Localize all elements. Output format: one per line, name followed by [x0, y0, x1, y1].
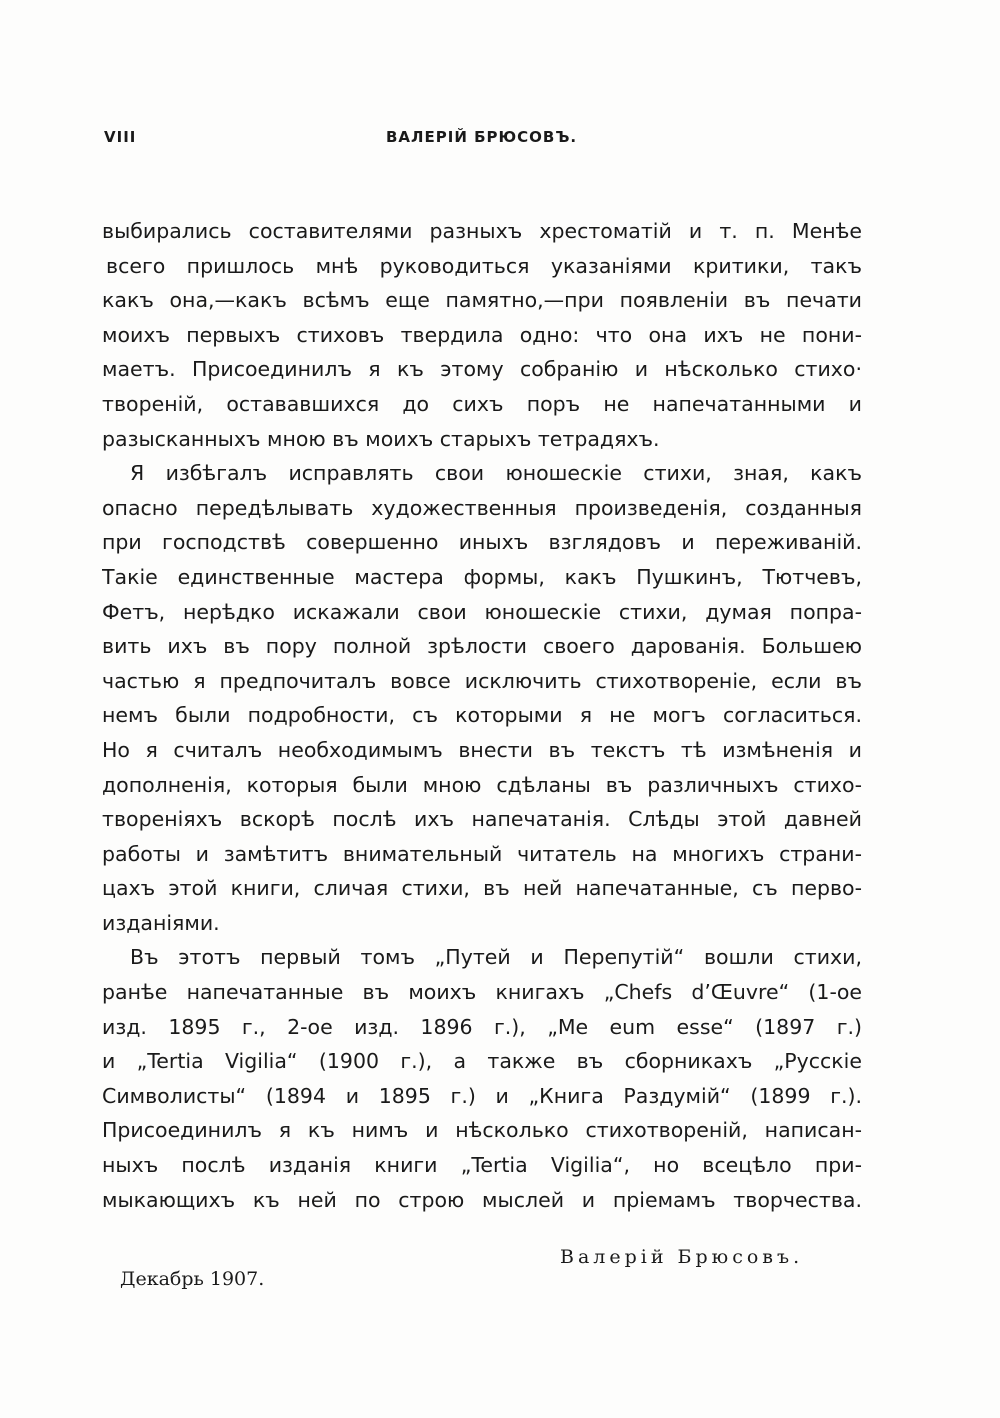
- text-line: дополненія, которыя были мною сдѣланы въ различныхъ стихо-: [102, 772, 862, 797]
- text-line: Присоединилъ я къ нимъ и нѣсколько стихотвореній, написан-: [102, 1118, 862, 1143]
- text-line: изданіями.: [102, 910, 220, 935]
- text-line: Символисты“ (1894 и 1895 г.) и „Книга Раздумій“ (1899 г.).: [102, 1083, 862, 1108]
- text-line: всего пришлось мнѣ руководиться указаніями критики, такъ: [106, 253, 862, 278]
- date-line: Декабрь 1907.: [120, 1268, 265, 1290]
- text-line: изд. 1895 г., 2-ое изд. 1896 г.), „Me eum esse“ (1897 г.): [102, 1014, 862, 1039]
- text-line: Такіе единственные мастера формы, какъ Пушкинъ, Тютчевъ,: [102, 564, 862, 589]
- text-line: ранѣе напечатанные въ моихъ книгахъ „Chefs d’Œuvre“ (1-ое: [102, 980, 862, 1005]
- author-signature: Валерій Брюсовъ.: [560, 1246, 804, 1268]
- text-line: твореній, остававшихся до сихъ поръ не напечатанными и: [102, 391, 862, 416]
- text-line: при господствѣ совершенно иныхъ взглядовъ и переживаній.: [102, 530, 862, 555]
- text-line: частью я предпочиталъ вовсе исключить стихотвореніе, если въ: [102, 668, 862, 693]
- running-title: ВАЛЕРІЙ БРЮСОВЪ.: [386, 128, 578, 146]
- text-line: разысканныхъ мною въ моихъ старыхъ тетрадяхъ.: [102, 426, 660, 451]
- text-line: работы и замѣтитъ внимательный читатель на многихъ страни-: [102, 841, 862, 866]
- page-number: VIII: [104, 128, 137, 146]
- text-line: и „Tertia Vigilia“ (1900 г.), а также въ сборникахъ „Русскіе: [102, 1049, 862, 1074]
- text-line: маетъ. Присоединилъ я къ этому собранію и нѣсколько стихо·: [102, 357, 862, 382]
- paragraph: [102, 456, 862, 940]
- text-line: Фетъ, нерѣдко искажали свои юношескіе стихи, думая попра-: [102, 599, 862, 624]
- text-line: твореніяхъ вскорѣ послѣ ихъ напечатанія. Слѣды этой давней: [102, 807, 862, 832]
- page-header: [104, 128, 864, 152]
- text-line: Но я считалъ необходимымъ внести въ текстъ тѣ измѣненія и: [102, 737, 862, 762]
- text-line: немъ были подробности, съ которыми я не могъ согласиться.: [102, 703, 862, 728]
- text-line: моихъ первыхъ стиховъ твердила одно: что она ихъ не пони-: [102, 322, 862, 347]
- text-line: цахъ этой книги, сличая стихи, въ ней напечатанные, съ перво-: [102, 876, 862, 901]
- text-line: какъ она,—какъ всѣмъ еще памятно,—при появленіи въ печати: [102, 288, 862, 313]
- paragraph: [102, 940, 862, 1217]
- text-line: опасно передѣлывать художественныя произведенія, созданныя: [102, 495, 862, 520]
- text-line: вить ихъ въ пору полной зрѣлости своего дарованія. Большею: [102, 634, 862, 659]
- text-line: ныхъ послѣ изданія книги „Tertia Vigilia“, но всецѣло при-: [102, 1153, 862, 1178]
- body-text: [102, 214, 862, 1217]
- text-line: Въ этотъ первый томъ „Путей и Перепутій“ вошли стихи,: [130, 945, 862, 970]
- text-line: мыкающихъ къ ней по строю мыслей и пріемамъ творчества.: [102, 1187, 862, 1212]
- text-line: выбирались составителями разныхъ хрестоматій и т. п. Менѣе: [102, 219, 862, 243]
- text-line: Я избѣгалъ исправлять свои юношескіе стихи, зная, какъ: [130, 461, 862, 486]
- paragraph: [102, 214, 862, 456]
